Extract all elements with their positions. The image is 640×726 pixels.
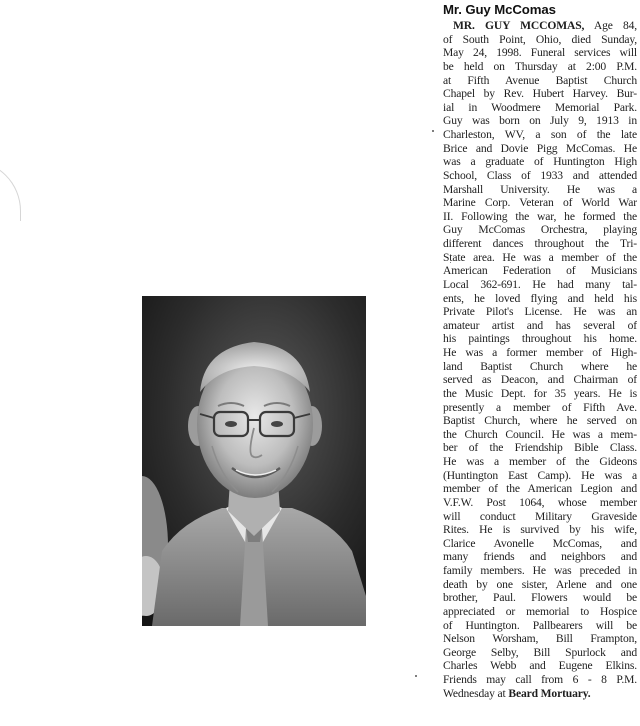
obituary-line: the Music Dept. for 35 years. He is xyxy=(443,386,637,400)
obituary-line: He was a former member of High- xyxy=(443,346,637,359)
obituary-line: School, Class of 1933 and attended xyxy=(443,168,637,182)
obituary-line: brother, Paul. Flowers would be xyxy=(443,591,637,605)
obituary-line: ial in Woodmere Memorial Park. xyxy=(443,100,637,114)
obituary-line: American Federation of Musicians xyxy=(443,264,637,278)
obituary-line: appreciated or memorial to Hospice xyxy=(443,604,637,618)
obituary-line: ber of the Friendship Bible Class. xyxy=(443,441,637,455)
obituary-line: member of the American Legion and xyxy=(443,482,637,496)
obituary-line: Chapel by Rev. Hubert Harvey. Bur- xyxy=(443,87,637,101)
obituary-body xyxy=(443,19,637,700)
obituary-line: death by one sister, Arlene and one xyxy=(443,577,637,591)
obituary-line: Charles Webb and Eugene Elkins. xyxy=(443,659,637,673)
obituary-line: II. Following the war, he formed the xyxy=(443,209,637,223)
obituary-line: was a graduate of Huntington High xyxy=(443,155,637,169)
obituary-line: Clarice Avonelle McComas, and xyxy=(443,536,637,550)
obituary-line: amateur artist and has several of xyxy=(443,318,637,332)
obituary-line: Baptist Church, where he served on xyxy=(443,414,637,428)
obituary-line: be held on Thursday at 2:00 P.M. xyxy=(443,59,637,73)
obituary-line: Brice and Dovie Pigg McComas. He xyxy=(443,141,637,155)
portrait-image xyxy=(142,296,366,626)
scan-artifact-arc xyxy=(0,160,21,221)
obituary-line: the Church Council. He was a mem- xyxy=(443,427,637,441)
obituary-line: will conduct Military Graveside xyxy=(443,509,637,523)
obituary-line: Wednesday at Beard Mortuary. xyxy=(443,686,591,700)
obituary-line: Guy was born on July 9, 1913 in xyxy=(443,114,637,128)
scan-speck xyxy=(415,675,417,677)
obituary-line: Local 362-691. He had many tal- xyxy=(443,277,637,291)
obituary-line: Marshall University. He was a xyxy=(443,182,637,196)
obituary-line: Friends may call from 6 - 8 P.M. xyxy=(443,673,637,686)
obituary-line: May 24, 1998. Funeral services will xyxy=(443,46,637,60)
obituary-line: (Huntington East Camp). He was a xyxy=(443,468,637,482)
obituary-line: ents, he loved flying and held his xyxy=(443,291,637,305)
obituary-line: different dances throughout the Tri- xyxy=(443,237,637,250)
obituary-line: Charleston, WV, a son of the late xyxy=(443,128,637,141)
obituary-line: presently a member of Fifth Ave. xyxy=(443,400,637,414)
obituary-line: V.F.W. Post 1064, whose member xyxy=(443,495,637,509)
portrait-photo xyxy=(142,296,366,626)
obituary-headline: Mr. Guy McComas xyxy=(443,2,556,17)
obituary-line: his paintings throughout his home. xyxy=(443,332,637,346)
obituary-line: family members. He was preceded in xyxy=(443,564,637,577)
obituary-line: land Baptist Church where he xyxy=(443,359,637,373)
obituary-line: Private Pilot's License. He was an xyxy=(443,305,637,319)
obituary-line: served as Deacon, and Chairman of xyxy=(443,373,637,387)
obituary-line: at Fifth Avenue Baptist Church xyxy=(443,73,637,87)
obituary-line: Guy McComas Orchestra, playing xyxy=(443,223,637,237)
deceased-name: MR. GUY MCCOMAS, xyxy=(453,19,585,32)
obituary-line: George Selby, Bill Spurlock and xyxy=(443,645,637,659)
obituary-column xyxy=(443,2,637,700)
obituary-line: Rites. He is survived by his wife, xyxy=(443,523,637,537)
obituary-line: Marine Corp. Veteran of World War xyxy=(443,196,637,210)
obituary-line: He was a member of the Gideons xyxy=(443,455,637,468)
funeral-home-name: Beard Mortuary. xyxy=(508,686,591,700)
obituary-line: of South Point, Ohio, died Sunday, xyxy=(443,32,637,46)
obituary-line: Nelson Worsham, Bill Frampton, xyxy=(443,632,637,646)
obituary-line: many friends and neighbors and xyxy=(443,550,637,564)
obituary-line: MR. GUY MCCOMAS, Age 84, xyxy=(453,19,637,32)
obituary-line: State area. He was a member of the xyxy=(443,250,637,264)
obituary-line: of Huntington. Pallbearers will be xyxy=(443,618,637,632)
scan-speck xyxy=(432,130,434,132)
